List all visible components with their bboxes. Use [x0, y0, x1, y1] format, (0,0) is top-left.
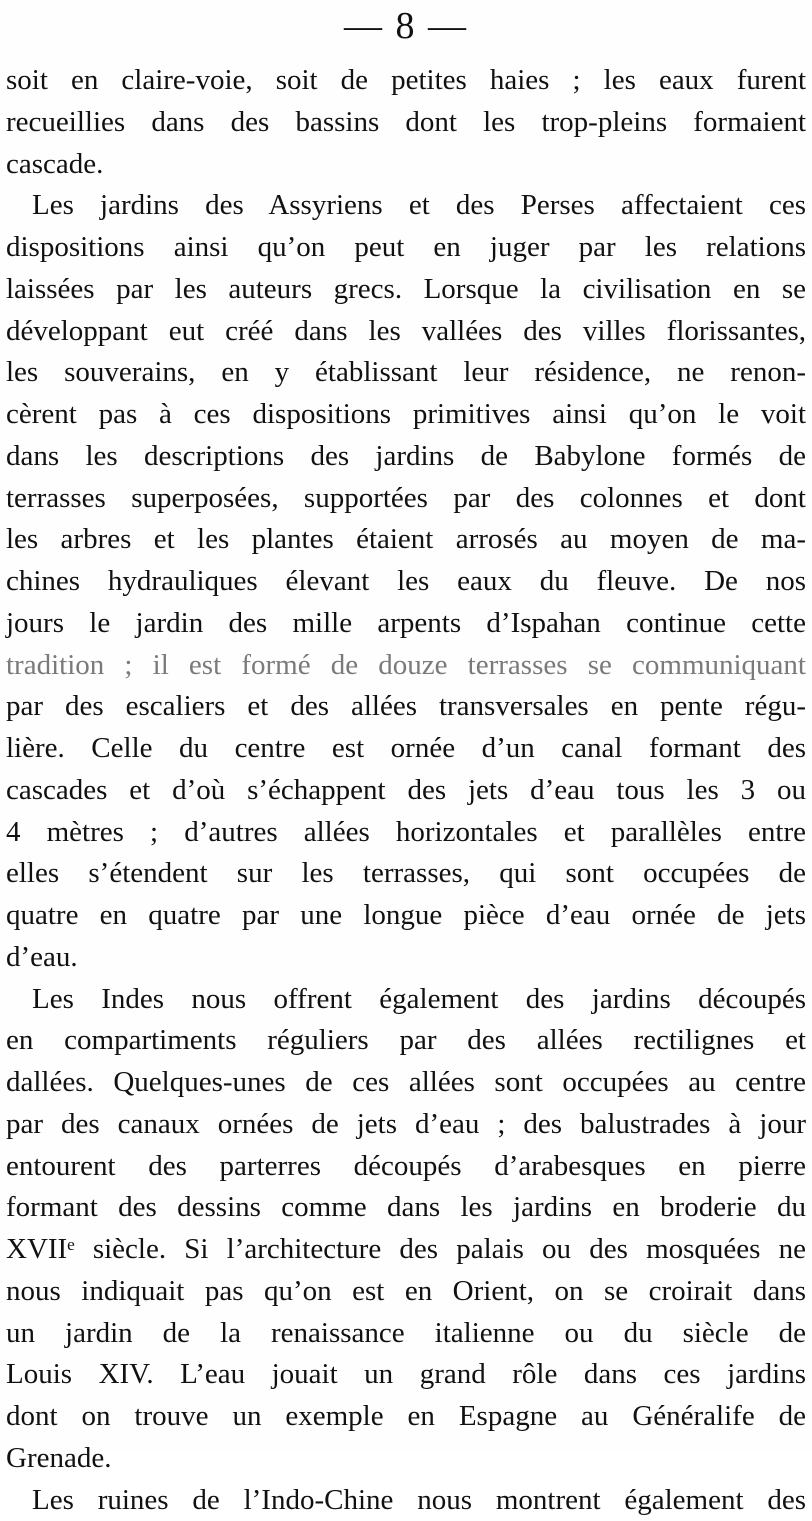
text-line: soit en claire-voie, soit de petites haies ; les eaux furent	[6, 60, 806, 102]
text-line: laissées par les auteurs grecs. Lorsque la civilisation en se	[6, 269, 806, 311]
text-line: un jardin de la renaissance italienne ou du siècle de	[6, 1313, 806, 1355]
text-line: lière. Celle du centre est ornée d’un canal formant des	[6, 728, 806, 770]
paragraph-4	[6, 1480, 806, 1521]
text-line: Louis XIV. L’eau jouait un grand rôle dans ces jardins	[6, 1354, 806, 1396]
text-line: cascade.	[6, 144, 806, 186]
text-line: d’eau.	[6, 937, 806, 979]
paragraph-1	[6, 60, 806, 185]
text-line: entourent des parterres découpés d’arabesques en pierre	[6, 1146, 806, 1188]
paragraph-2	[6, 185, 806, 978]
body-text	[6, 60, 806, 1521]
text-line: Grenade.	[6, 1438, 806, 1480]
text-line: Les ruines de l’Indo-Chine nous montrent également des	[6, 1480, 806, 1521]
text-line: les souverains, en y établissant leur résidence, ne renon-	[6, 352, 806, 394]
text-line: Les jardins des Assyriens et des Perses affectaient ces	[6, 185, 806, 227]
text-line-faded: tradition ; il est formé de douze terrasses se communiquant	[6, 645, 806, 687]
text-line: dallées. Quelques-unes de ces allées sont occupées au centre	[6, 1062, 806, 1104]
text-line: en compartiments réguliers par des allées rectilignes et	[6, 1020, 806, 1062]
text-line: formant des dessins comme dans les jardins en broderie du	[6, 1187, 806, 1229]
text-line: XVIIᵉ siècle. Si l’architecture des palais ou des mosquées ne	[6, 1229, 806, 1271]
text-line: dans les descriptions des jardins de Babylone formés de	[6, 436, 806, 478]
text-line: les arbres et les plantes étaient arrosés au moyen de ma-	[6, 519, 806, 561]
text-line: par des escaliers et des allées transversales en pente régu-	[6, 686, 806, 728]
text-line: terrasses superposées, supportées par des colonnes et dont	[6, 478, 806, 520]
text-line: Les Indes nous offrent également des jardins découpés	[6, 979, 806, 1021]
text-line: cèrent pas à ces dispositions primitives ainsi qu’on le voit	[6, 394, 806, 436]
text-line: nous indiquait pas qu’on est en Orient, on se croirait dans	[6, 1271, 806, 1313]
text-line: recueillies dans des bassins dont les trop-pleins formaient	[6, 102, 806, 144]
text-line: quatre en quatre par une longue pièce d’eau ornée de jets	[6, 895, 806, 937]
paragraph-3	[6, 979, 806, 1480]
text-line: 4 mètres ; d’autres allées horizontales et parallèles entre	[6, 812, 806, 854]
text-line: cascades et d’où s’échappent des jets d’eau tous les 3 ou	[6, 770, 806, 812]
text-line: dont on trouve un exemple en Espagne au Généralife de	[6, 1396, 806, 1438]
text-line: jours le jardin des mille arpents d’Ispahan continue cette	[6, 603, 806, 645]
text-line: elles s’étendent sur les terrasses, qui sont occupées de	[6, 853, 806, 895]
text-line: chines hydrauliques élevant les eaux du fleuve. De nos	[6, 561, 806, 603]
text-line: par des canaux ornées de jets d’eau ; des balustrades à jour	[6, 1104, 806, 1146]
text-line: dispositions ainsi qu’on peut en juger par les relations	[6, 227, 806, 269]
page-number: — 8 —	[0, 4, 812, 48]
text-line: développant eut créé dans les vallées des villes florissantes,	[6, 311, 806, 353]
